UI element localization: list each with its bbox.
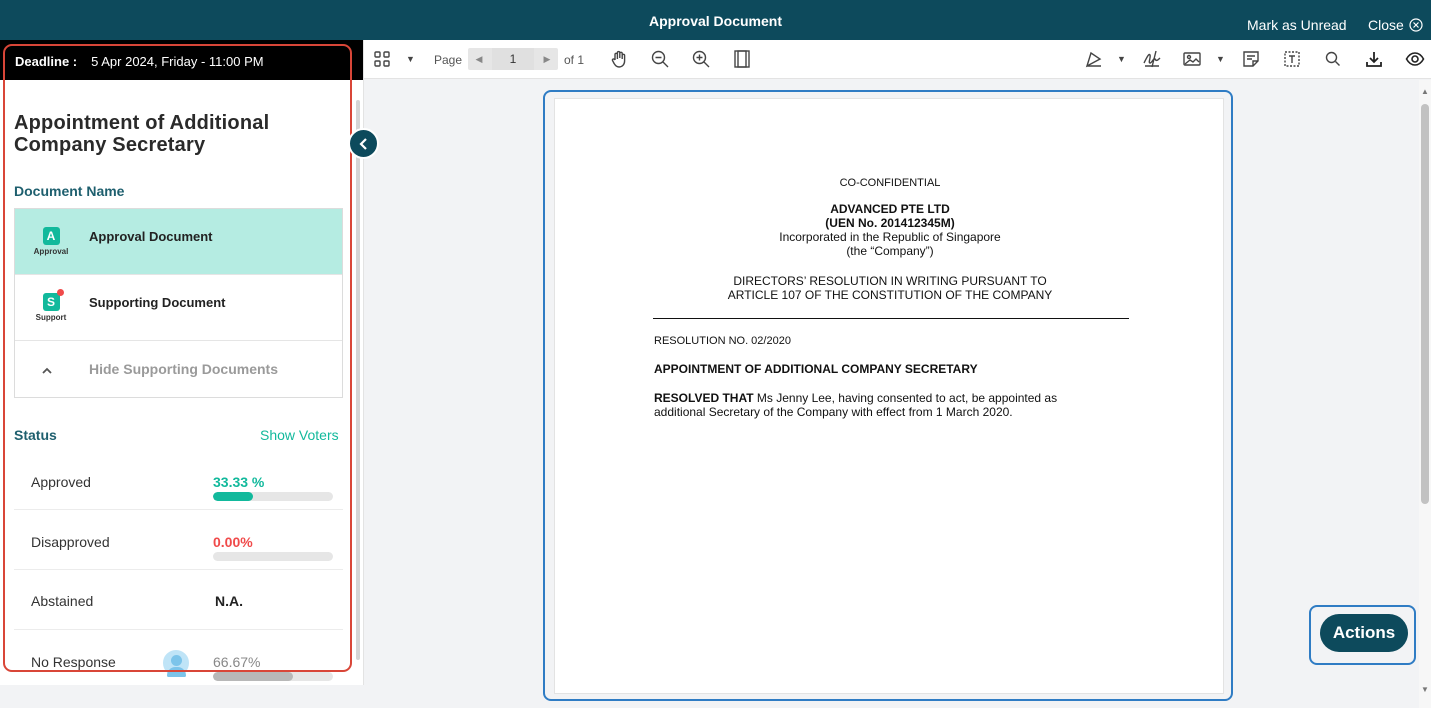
notification-dot bbox=[57, 289, 64, 296]
document-item-label: Supporting Document bbox=[89, 295, 226, 310]
chevron-down-icon[interactable]: ▼ bbox=[1117, 54, 1126, 64]
page-label: Page bbox=[434, 53, 463, 67]
scroll-up-icon[interactable]: ▲ bbox=[1421, 87, 1429, 96]
viewer-scrollbar[interactable] bbox=[1419, 80, 1431, 708]
close-button[interactable] bbox=[1368, 17, 1423, 33]
top-bar bbox=[0, 0, 1431, 40]
document-page bbox=[554, 98, 1224, 694]
status-name: Abstained bbox=[31, 593, 94, 609]
doc-classification: CO-CONFIDENTIAL bbox=[839, 177, 941, 189]
chevron-down-icon[interactable]: ▼ bbox=[1216, 54, 1225, 64]
next-page-button[interactable]: ▶ bbox=[543, 54, 551, 64]
doc-company-alias: (the “Company”) bbox=[846, 244, 934, 258]
chevron-up-icon bbox=[40, 364, 54, 378]
sidebar bbox=[0, 40, 364, 685]
show-voters-link[interactable]: Show Voters bbox=[260, 427, 339, 443]
status-progress-bar bbox=[213, 552, 333, 561]
status-value: N.A. bbox=[215, 593, 243, 609]
status-row-abstained bbox=[14, 570, 343, 630]
page-total: of 1 bbox=[564, 53, 585, 67]
hide-supporting-label: Hide Supporting Documents bbox=[89, 361, 278, 377]
annotate-pen-icon[interactable] bbox=[1084, 49, 1104, 71]
doc-resolution-title-2: ARTICLE 107 OF THE CONSTITUTION OF THE COMPANY bbox=[727, 288, 1053, 302]
status-value: 0.00% bbox=[213, 534, 253, 550]
hand-pan-icon[interactable] bbox=[609, 49, 629, 71]
close-label: Close bbox=[1368, 17, 1404, 33]
doc-resolved-paragraph bbox=[654, 391, 1057, 419]
deadline-banner bbox=[0, 40, 364, 80]
resolution-title: Appointment of Additional Company Secretary bbox=[14, 112, 270, 156]
deadline-value: 5 Apr 2024, Friday - 11:00 PM bbox=[91, 54, 264, 69]
view-icon[interactable] bbox=[1405, 49, 1425, 71]
status-name: Approved bbox=[31, 474, 91, 490]
status-value: 33.33 % bbox=[213, 474, 265, 490]
previous-page-button[interactable]: ◀ bbox=[475, 54, 483, 64]
collapse-sidebar-button[interactable] bbox=[348, 128, 379, 159]
page-navigator bbox=[468, 48, 558, 70]
zoom-out-icon[interactable] bbox=[650, 49, 670, 71]
doc-resolved-label: RESOLVED THAT bbox=[654, 391, 754, 405]
status-progress-bar bbox=[213, 492, 333, 501]
status-value: 66.67% bbox=[213, 654, 261, 670]
chevron-left-icon bbox=[357, 137, 371, 151]
document-item-approval[interactable] bbox=[15, 209, 342, 275]
doc-resolved-text-1: Ms Jenny Lee, having consented to act, be appointed as bbox=[753, 391, 1058, 405]
text-box-icon[interactable] bbox=[1282, 49, 1302, 71]
document-item-supporting[interactable] bbox=[15, 275, 342, 341]
doc-resolved-text-2: additional Secretary of the Company with effect from 1 March 2020. bbox=[654, 405, 1013, 419]
close-circle-icon bbox=[1409, 18, 1423, 32]
supporting-doc-icon: S Support bbox=[31, 293, 71, 322]
document-name-label: Document Name bbox=[14, 183, 125, 199]
document-item-label: Approval Document bbox=[89, 229, 213, 244]
download-icon[interactable] bbox=[1364, 49, 1384, 71]
mark-as-unread-button[interactable]: Mark as Unread bbox=[1247, 17, 1347, 33]
approval-doc-icon: A Approval bbox=[33, 229, 69, 256]
chevron-down-icon[interactable]: ▼ bbox=[406, 54, 415, 64]
status-name: Disapproved bbox=[31, 534, 110, 550]
avatar bbox=[161, 648, 191, 678]
status-label: Status bbox=[14, 427, 57, 443]
fit-page-icon[interactable] bbox=[732, 49, 752, 71]
page-title: Approval Document bbox=[648, 13, 782, 29]
hide-supporting-documents-toggle[interactable] bbox=[15, 342, 342, 398]
doc-company: ADVANCED PTE LTD bbox=[830, 202, 950, 216]
grid-view-icon[interactable] bbox=[372, 49, 392, 71]
doc-heading: APPOINTMENT OF ADDITIONAL COMPANY SECRETARY bbox=[654, 362, 978, 376]
scrollbar-thumb[interactable] bbox=[1421, 104, 1429, 504]
deadline-label: Deadline : bbox=[15, 54, 78, 69]
status-row-approved bbox=[14, 450, 343, 510]
image-icon[interactable] bbox=[1182, 49, 1202, 71]
note-icon[interactable] bbox=[1241, 49, 1261, 71]
search-icon[interactable] bbox=[1323, 49, 1343, 71]
doc-resolution-title-1: DIRECTORS’ RESOLUTION IN WRITING PURSUANT TO bbox=[733, 274, 1047, 288]
actions-button[interactable]: Actions bbox=[1320, 614, 1408, 652]
doc-divider bbox=[653, 318, 1129, 319]
page-number-input[interactable]: 1 bbox=[492, 48, 534, 70]
pdf-toolbar bbox=[364, 40, 1431, 79]
doc-resolution-no: RESOLUTION NO. 02/2020 bbox=[654, 335, 791, 347]
status-row-disapproved bbox=[14, 510, 343, 570]
signature-icon[interactable] bbox=[1142, 49, 1162, 71]
doc-uen: (UEN No. 201412345M) bbox=[825, 216, 955, 230]
scroll-down-icon[interactable]: ▼ bbox=[1421, 685, 1429, 694]
document-list bbox=[14, 208, 343, 398]
doc-incorporated: Incorporated in the Republic of Singapore bbox=[779, 230, 1001, 244]
status-progress-bar bbox=[213, 672, 333, 681]
zoom-in-icon[interactable] bbox=[691, 49, 711, 71]
sidebar-scrollbar[interactable] bbox=[356, 100, 360, 660]
status-name: No Response bbox=[31, 654, 116, 670]
